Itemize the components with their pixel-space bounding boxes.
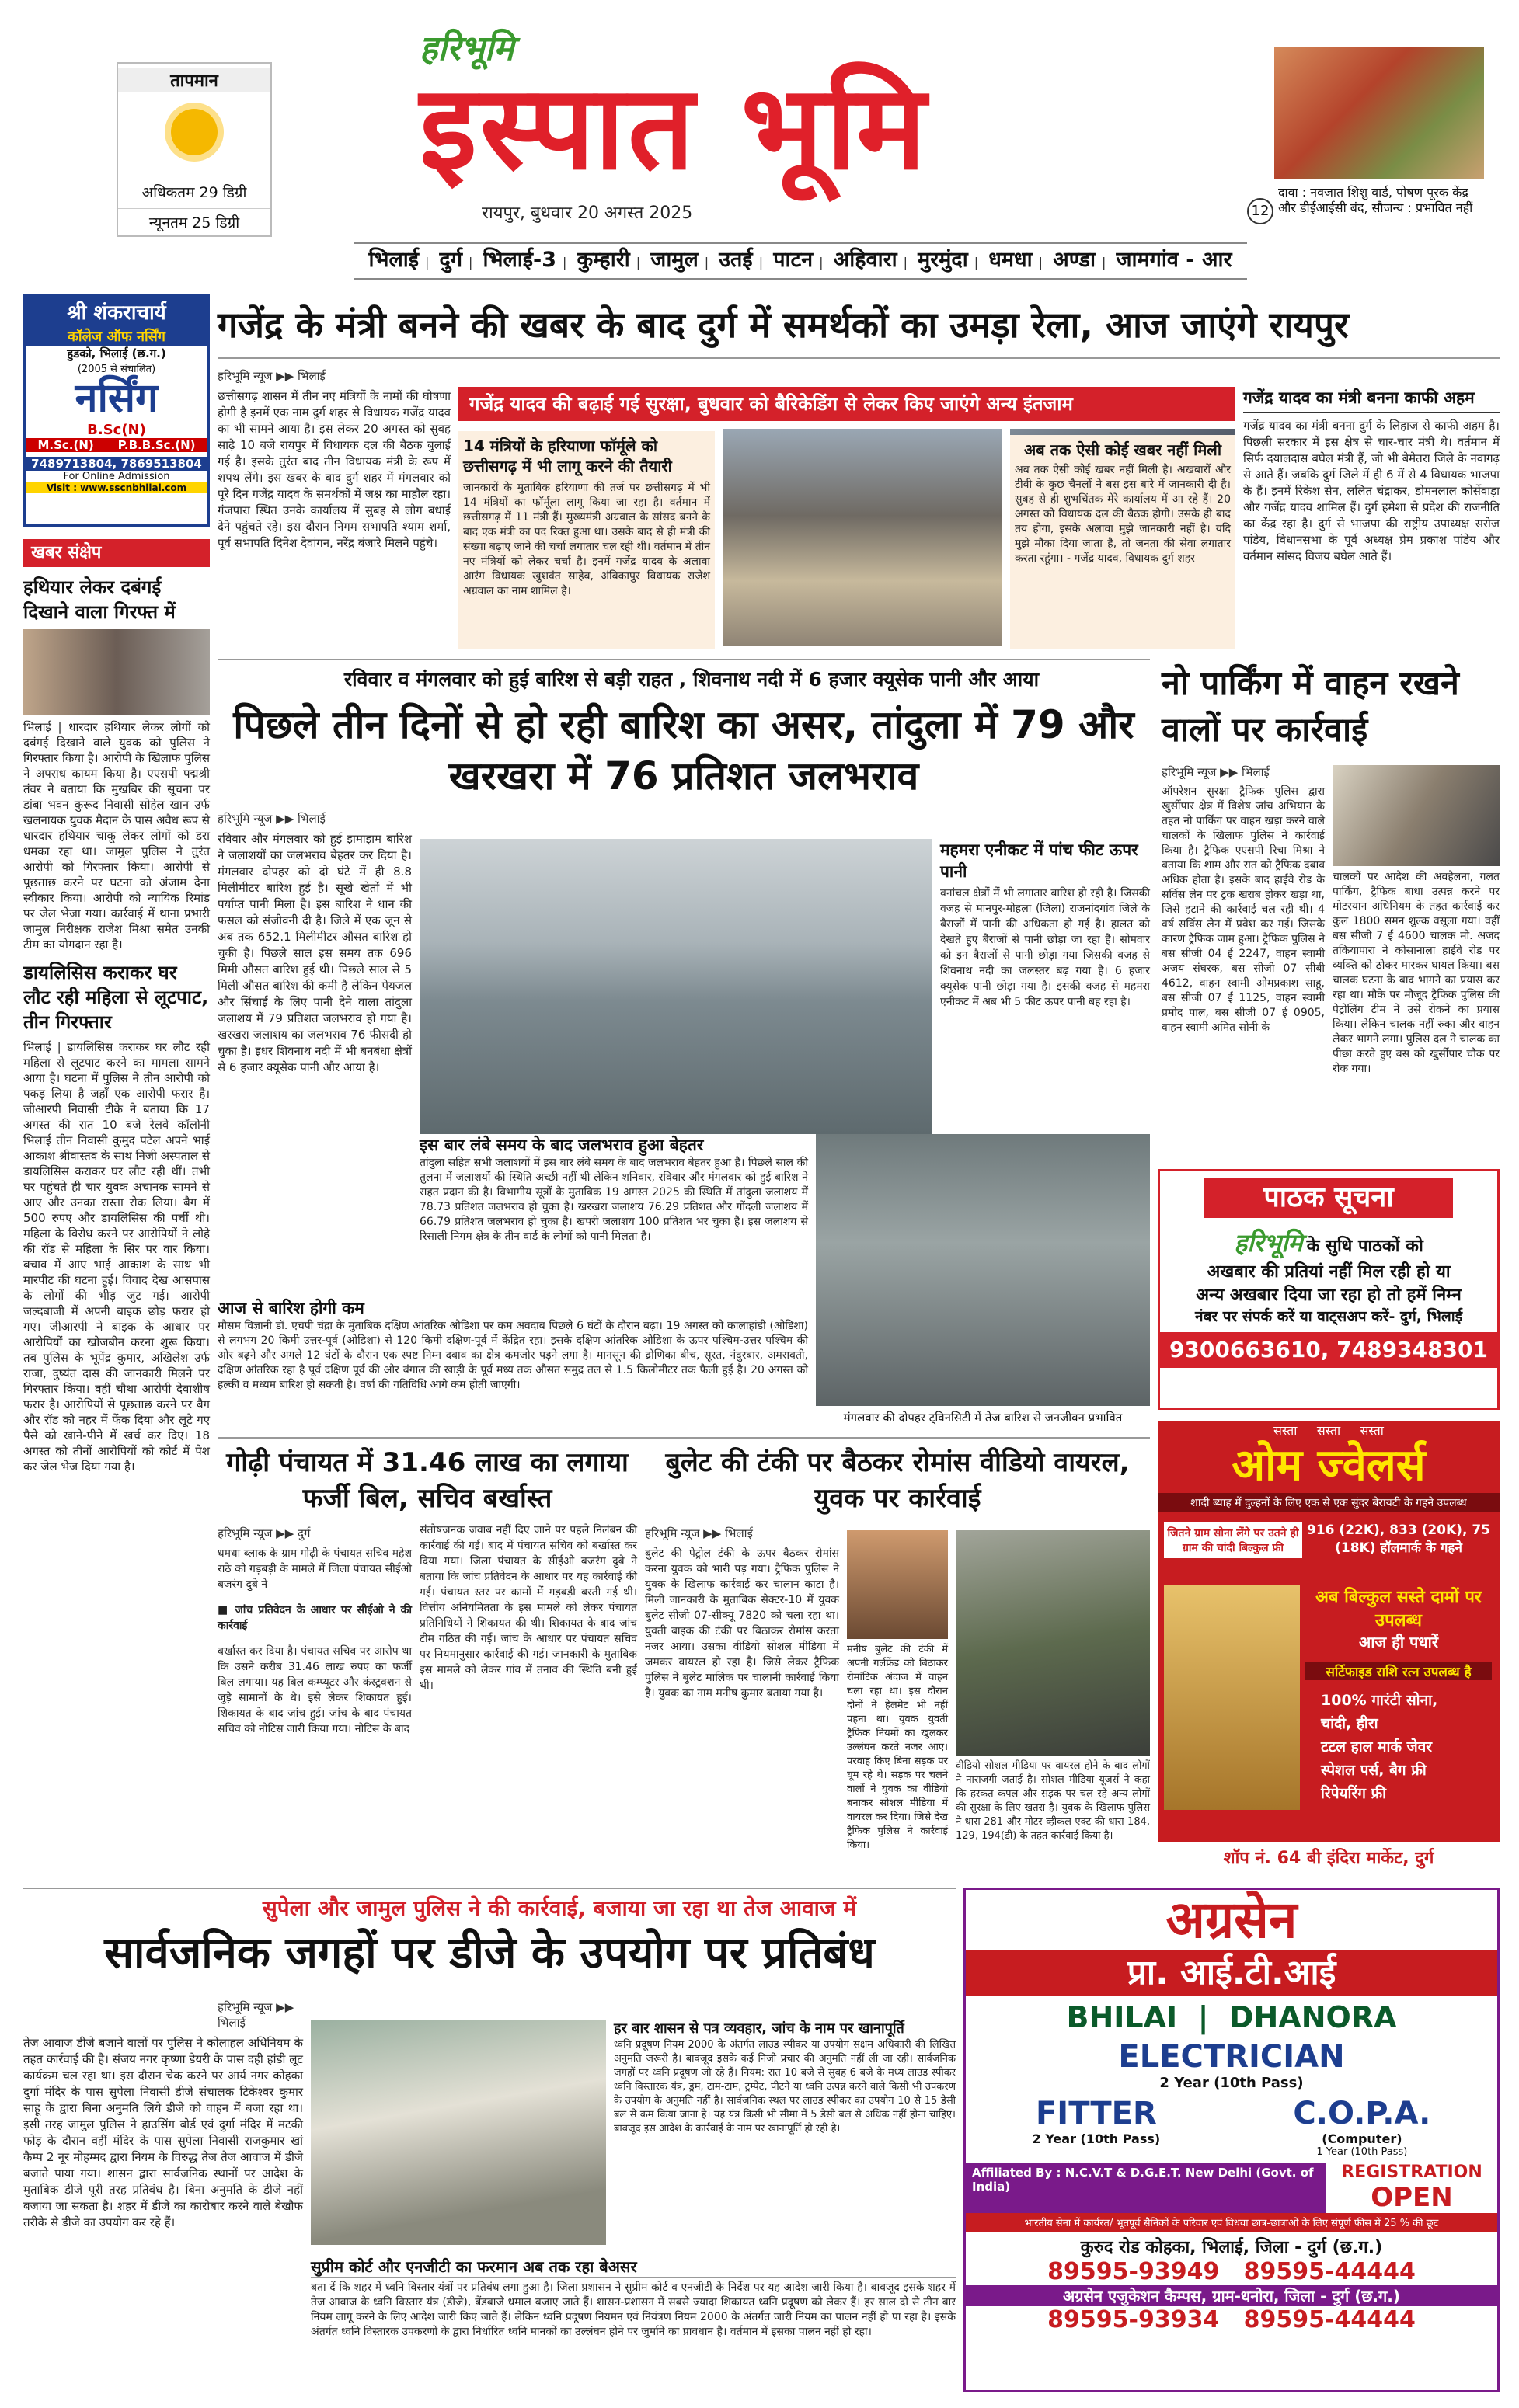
lead-sub2-body: अब तक ऐसी कोई खबर नहीं मिली है। अखबारों और टीवी के कुछ चैनलों ने बस इस बारे में जानकारी दी है। सुबह से ही शुभचिंतक मेरे कार्यालय में आ रहे हैं। 20 अगस्त को विधायक दल की बैठक होगी। उसके ही बाद तय होगा, इसके अलावा मुझे जानकारी नहीं है। यदि मुझे मौका दिया जाता है, तो जनता की सेवा लगातार करता रहूंगा। - गजेंद्र यादव, विधायक दुर्ग शहर xyxy=(1015,464,1231,565)
iti-name: अग्रसेन xyxy=(1165,1890,1298,1950)
masthead-title: इस्पात भूमि xyxy=(420,61,929,196)
rain-forecast-head: आज से बारिश होगी कम xyxy=(218,1299,364,1317)
edition-strip: भिलाई | दुर्ग | भिलाई-3 | कुम्हारी | जामुल | उतई | पाटन | अहिवारा | मुरमुंदा | धमधा | अण्डा | जामगांव - आर xyxy=(354,242,1247,280)
nursing-course-bsc: B.Sc(N) xyxy=(87,422,146,438)
jewel-shop-photo xyxy=(1164,1585,1300,1810)
iti-army: भारतीय सेना में कार्यरत/ भूतपूर्व सैनिकों के परिवार एवं विधवा छात्र-छात्राओं के लिए संपूर्ण फीस में 25 % की छूट xyxy=(966,2213,1497,2232)
gondhi-byline: हरिभूमि न्यूज ▶▶ दुर्ग xyxy=(218,1526,311,1540)
iti-aff-row xyxy=(966,2163,1497,2213)
bullet-col-2 xyxy=(847,1643,948,1851)
edition-9[interactable]: धमधा xyxy=(988,248,1033,272)
gondhi-headline: गोढ़ी पंचायत में 31.46 लाख का लगाया फर्जी बिल, सचिव बर्खास्त xyxy=(226,1447,629,1514)
iti-sub: प्रा. आई.टी.आई xyxy=(966,1950,1497,1996)
top-right-photo xyxy=(1274,47,1484,179)
iti-copa xyxy=(1293,2096,1430,2158)
jewel-cert: सर्टिफाइड राशि रत्न उपलब्ध है xyxy=(1305,1662,1492,1680)
reader-line1: के सुधि पाठकों को xyxy=(1306,1237,1423,1256)
iti-reg: REGISTRATION xyxy=(1341,2163,1482,2182)
gondhi-b3: संतोषजनक जवाब नहीं दिए जाने पर पहले निलंबन की कार्रवाई की गई। बाद में पंचायत सचिव को बर्खास्त कर दिया गया। जिला पंचायत के सीईओ बजरंग दुबे ने बताया कि जांच प्रतिवेदन के आधार पर यह कार्रवाई की गई। पंचायत स्तर पर कामों में गड़बड़ी बरती गई थी। वित्तीय अनियमितता के इस मामले को लेकर पंचायत प्रतिनिधियों ने शिकायत की थी। शिकायत के बाद जांच टीम गठित की गई। जांच के आधार पर पंचायत सचिव पर नियमानुसार कार्रवाई की गई। जानकारी के मुताबिक इस मामले को लेकर गांव में तनाव की स्थिति बनी हुई थी। xyxy=(420,1524,637,1692)
bullet-face-photo xyxy=(847,1530,948,1639)
dj-col-1 xyxy=(23,1996,303,2385)
weather-label: तापमान xyxy=(118,68,270,92)
bullet-b2: मनीष बुलेट की टंकी में अपनी गर्लफ्रेंड को बिठाकर रोमांटिक अंदाज में वाहन चला रहा था। इस दौरान दोनों ने हेलमेट भी नहीं पहना था। युवक युवती ट्रैफिक नियमों का खुलकर उल्लंघन करते नजर आए। परवाह किए बिना सड़क पर घूम रहे थे। सड़क पर चलने वालों ने युवक का वीडियो बनाकर सोशल मीडिया में वायरल कर दिया। जिसे देख ट्रैफिक पुलिस ने कार्रवाई किया। xyxy=(847,1644,948,1851)
rain-dam-photo xyxy=(420,839,932,1134)
nursing-phone: 7489713804, 7869513804 xyxy=(26,457,207,471)
jewel-i2: चांदी, हीरा xyxy=(1321,1715,1378,1732)
reader-notice-title: पाठक सूचना xyxy=(1204,1178,1453,1218)
bullet-headline: बुलेट की टंकी पर बैठकर रोमांस वीडियो वायरल, युवक पर कार्रवाई xyxy=(665,1447,1130,1514)
lead-body: छत्तीसगढ़ शासन में तीन नए मंत्रियों के नामों की घोषणा होगी है इनमें एक नाम दुर्ग शहर से विधायक गजेंद्र यादव का भी सामने आया है। इस लेकर 20 अगस्त को सुबह साढ़े 10 बजे रायपुर में विधायक दल की बैठक बुलाई गई है। इसके तुरंत बाद तीन विधायक मंत्री के रूप में शपथ लेंगे। इस खबर के बाद दुर्ग शहर में मंगलवार को पूरे दिन गजेंद्र यादव के समर्थकों में जश्न का माहौल रहा। गंजपारा स्थित उनके कार्यालय में सुबह से लोग बधाई देने पहुंचते रहे। इस दौरान निगम सभापति श्याम शर्मा, पूर्व सभापति दिनेश देवांगन, नरेंद्र बंजारे मिलने पहुंचे। xyxy=(218,389,451,550)
iti-t2: FITTER xyxy=(1035,2096,1157,2131)
brief-b1: भिलाई | धारदार हथियार लेकर लोगों को दबंगई दिखाने वाले युवक को पुलिस ने गिरफ्तार किया है। आरोपी के खिलाफ पुलिस ने अपराध कायम किया है। एएसपी पद्मश्री तंवर ने बताया कि मुखबिर की सूचना पर डांबा भवन कुरूद निवासी सोहेल खान उर्फ खलनायक युवक मैदान के पास अवैध रूप से धारदार हथियार चाकू लेकर लोगों को डरा धमका रहा था। जामुल पुलिस ने तुरंत आरोपी को गिरफ्तार किया। आरोपी से पूछताछ करने पर घटना को अंजाम देना स्वीकार किया। आरोपी को न्यायिक रिमांड पर जेल भेजा गया। कार्रवाई में थाना प्रभारी जामुल निरीक्षक राजेश मिश्रा समेत उनकी टीम का योगदान रहा है। xyxy=(23,720,210,952)
lead-col-1 xyxy=(218,365,451,660)
nursing-ad[interactable] xyxy=(23,294,210,527)
jewel-shop: शॉप नं. 64 बी इंदिरा मार्केट, दुर्ग xyxy=(1158,1842,1500,1876)
nursing-since: (2005 से संचालित) xyxy=(77,364,156,375)
nursing-course-row xyxy=(26,438,207,452)
jewel-i1: 100% गारंटी सोना, xyxy=(1321,1692,1438,1709)
iti-loc: BHILAI | DHANORA xyxy=(1066,2000,1397,2034)
jewel-visit: आज ही पधारें xyxy=(1358,1633,1439,1651)
brief-b2: भिलाई | डायलिसिस कराकर घर लौट रही महिला से लूटपाट करने का मामला सामने आया है। घटना में पुलिस ने तीन आरोपी को पकड़ लिया है जहाँ एक आरोपी फरार है। जीआरपी निवासी टीके ने बताया कि 17 अगस्त की रात 10 बजे रेलवे कॉलोनी भिलाई तीन निवासी कुमुद पटेल अपने भाई आकाश श्रीवास्तव के साथ निजी अस्पताल से डायलिसिस कराकर घर लौट रही थीं। तभी घर पहुंचते ही चार युवक अचानक सामने से आए और उनका रास्ता रोक लिया। बैग में 500 रुपए और डायलिसिस की पर्ची थी। महिला के विरोध करने पर आरोपियों ने लोहे की रॉड से महिला के सिर पर वार किया। बचाव में आए भाई आकाश के साथ भी मारपीट की घटना हुई। विवाद देख आसपास के लोगों की भीड़ जुट गई। आरोपी जल्दबाजी में अपनी बाइक छोड़ फरार हो गए। जीआरपी ने बाइक के आधार पर आरोपियों का खोजबीन करना शुरू किया। तब पुलिस के भूपेंद्र कुमार, अखिलेश उर्फ राजा, दुष्यंत दास की जानकारी मिलने पर गिरफ्तार किया। वहीं चौथा आरोपी देवाशीष फरार है। आरोपियों से पूछताछ करने पर बैग और रॉड को नहर में फेंक दिया और लूटे गए पैसे को खाने-पीने में खर्च कर दिए। 18 अगस्त को तीनों आरोपियों को कोर्ट में पेश कर जेल भेज दिया गया है। xyxy=(23,1040,210,1474)
edition-11[interactable]: जामगांव - आर xyxy=(1116,248,1232,272)
jewel-left: जितने ग्राम सोना लेंगे पर उतने ही ग्राम की चांदी बिल्कुल फ्री xyxy=(1164,1522,1302,1558)
nursing-course: नर्सिंग xyxy=(75,375,159,422)
parking-headline: नो पार्किंग में वाहन रखने वालों पर कार्रवाई xyxy=(1162,664,1459,750)
iti-row2 xyxy=(966,2096,1497,2158)
iti-t3d: (Computer) xyxy=(1322,2131,1402,2146)
gondhi-b2: बर्खास्त कर दिया है। पंचायत सचिव पर आरोप था कि उसने करीब 31.46 लाख रुपए का फर्जी बिल लगाया। यह बिल कम्प्यूटर और कंस्ट्रक्शन से जुड़े सामानों के थे। इसे लेकर शिकायत हुई। शिकायत के बाद जांच हुई। जांच के बाद पंचायत सचिव को नोटिस जारी किया गया। नोटिस के बाद xyxy=(218,1645,412,1735)
edition-4[interactable]: जामुल xyxy=(650,248,699,272)
dj-truck-photo xyxy=(311,2020,606,2245)
lead-sub1-head: 14 मंत्रियों के हरियाणा फॉर्मूले को छत्तीसगढ़ में भी लागू करने की तैयारी xyxy=(463,437,672,475)
iti-ad[interactable] xyxy=(963,1888,1500,2392)
lead-side-body: गजेंद्र यादव का मंत्री बनना दुर्ग के लिहाज से काफी अहम है। पिछली सरकार में इस क्षेत्र से चार-चार मंत्री थे। वर्तमान में सिर्फ दयालदास बघेल मंत्री हैं, जो भी बेमेतरा जिले के नवागढ़ से आते हैं। जबकि दुर्ग जिले में ही 6 में से 4 विधायक भाजपा के हैं। इनमें रिकेश सेन, ललित चंद्राकर, डोमनलाल कोर्सेवाड़ा और गजेंद्र यादव शामिल हैं। दुर्ग हमेशा से प्रदेश की राजनीति का केंद्र रहा है। दुर्ग से भाजपा की राष्ट्रीय उपाध्यक्ष सरोज पांडेय, विधानसभा के पूर्व अध्यक्ष प्रेम प्रकाश पांडेय और वर्तमान सांसद विजय बघेल आते हैं। xyxy=(1243,419,1500,563)
lead-red-strip: गजेंद्र यादव की बढ़ाई गई सुरक्षा, बुधवार को बैरिकेडिंग से लेकर किए जाएंगे अन्य इंतजाम xyxy=(458,387,1235,421)
parking-photo xyxy=(1333,765,1500,866)
reader-line4: नंबर पर संपर्क करें या वाट्सअप करें- दुर्ग, भिलाई xyxy=(1194,1308,1463,1325)
nursing-college-name: श्री शंकराचार्य xyxy=(26,296,207,327)
brief-label xyxy=(23,539,210,567)
lead-sub2-head: अब तक ऐसी कोई खबर नहीं मिली xyxy=(1023,440,1222,459)
lead-crowd-photo xyxy=(723,429,1002,646)
gondhi-col-1 xyxy=(218,1522,412,1880)
lead-side xyxy=(1243,387,1500,651)
jewellers-ad[interactable] xyxy=(1158,1421,1500,1876)
edition-8[interactable]: मुरमुंदा xyxy=(918,248,968,272)
edition-0[interactable]: भिलाई xyxy=(368,248,419,272)
rain-headline: पिछले तीन दिनों से हो रही बारिश का असर, तांदुला में 79 और खरखरा में 76 प्रतिशत जलभराव xyxy=(233,702,1134,799)
rain-right-body: वनांचल क्षेत्रों में भी लगातार बारिश हो रही है। जिसकी वजह से मानपुर-मोहला (जिला) राजनांदगांव जिले के बैराजों में पानी की अधिकता हो गई है। हालत को देखते हुए बैराजों से पानी छोड़ा जा रहा है। सोमवार को इन बैराजों से पानी छोड़ा गया जिसकी वजह से शिवनाथ नदी का जलस्तर बढ़ गया है। 6 हजार क्यूसेक पानी छोड़ा गया है। इसकी वजह से महमरा एनीकट में अब भी 5 फीट ऊपर पानी बह रहा है। xyxy=(940,887,1150,1008)
max-temp: अधिकतम 29 डिग्री xyxy=(141,184,247,201)
rain-sub-head: इस बार लंबे समय के बाद जलभराव हुआ बेहतर xyxy=(420,1136,704,1154)
bullet-ride-photo xyxy=(956,1530,1150,1756)
parking-col-2 xyxy=(1333,870,1500,1165)
nursing-course-pbbsc: P.B.B.Sc.(N) xyxy=(117,438,196,452)
dj-bottom xyxy=(311,2257,956,2389)
brief-photo-1 xyxy=(23,629,210,715)
nursing-site[interactable]: Visit : www.sscnbhilai.com xyxy=(26,482,207,493)
edition-6[interactable]: पाटन xyxy=(773,248,814,272)
reader-phone[interactable]: 9300663610, 7489348301 xyxy=(1160,1332,1497,1368)
jewel-tag: शादी ब्याह में दुल्हनों के लिए एक से एक सुंदर बेरायटी के गहने उपलब्ध xyxy=(1158,1493,1500,1512)
jewel-i5: रिपेयरिंग फ्री xyxy=(1321,1785,1387,1802)
edition-2[interactable]: भिलाई-3 xyxy=(483,248,557,272)
dj-sub-body: ध्वनि प्रदूषण नियम 2000 के अंतर्गत लाउड स्पीकर या उपयोग सक्षम अधिकारी की लिखित अनुमति जरूरी है। बावजूद इसके कई निजी प्रचार की अनुमति नहीं ली जा रही। सार्वजनिक जगहों पर ध्वनि प्रदूषण जो रहे हैं। नियम: रात 10 बजे से सुबह 6 बजे के मध्य लाउड स्पीकर ध्वनि विस्तारक यंत्र, ड्रम, टाम-टाम, ट्रम्पेट, पीटने या ध्वनि उत्पन्न करने वाले किसी भी उपकरण के उपयोग के अनुमति नहीं है। सार्वजनिक स्थल पर लाउड स्पीकर का उपयोग 10 से 15 डेसी बल से कम किया जाना है। यह यंत्र किसी भी सीमा में 5 डेसी बल से अधिक नहीं होना चाहिए। बावजूद इस आदेश के कार्रवाई के नाम पर खानापूर्ति हो रही है। xyxy=(614,2039,956,2135)
min-temp: न्यूनतम 25 डिग्री xyxy=(118,208,270,232)
dj-byline: हरिभूमि न्यूज ▶▶ भिलाई xyxy=(218,2000,294,2030)
dj-sub xyxy=(614,2020,956,2245)
rain-photo-caption: मंगलवार की दोपहर ट्विनसिटी में तेज बारिश से जनजीवन प्रभावित xyxy=(843,1411,1123,1425)
reader-line2: अखबार की प्रतियां नहीं मिल रही हो या xyxy=(1207,1262,1451,1282)
reader-notice-row1 xyxy=(1160,1226,1497,1259)
nursing-college-sub: कॉलेज ऑफ नर्सिंग xyxy=(26,327,207,346)
lead-byline: हरिभूमि न्यूज ▶▶ भिलाई xyxy=(218,369,326,383)
jewel-name: ओम ज्वेलर्स xyxy=(1232,1440,1426,1491)
nursing-address: हुडको, भिलाई (छ.ग.) xyxy=(67,346,166,360)
jewel-rates: 916 (22K), 833 (20K), 75 (18K) हॉलमार्क के गहने xyxy=(1307,1522,1490,1556)
gondhi-point: ■ जांच प्रतिवेदन के आधार पर सीईओ ने की कार्रवाई xyxy=(218,1599,412,1637)
nursing-online: For Online Admission xyxy=(63,471,170,482)
iti-aff: Affiliated By : N.C.V.T & D.G.E.T. New Delhi (Govt. of India) xyxy=(966,2163,1326,2213)
iti-t3: C.O.P.A. xyxy=(1293,2096,1431,2131)
rain-forecast xyxy=(218,1297,808,1429)
dj-b1: तेज आवाज डीजे बजाने वालों पर पुलिस ने कोलाहल अधिनियम के तहत कार्रवाई की है। संजय नगर कृष्णा डेयरी के पास दही हांडी लूट कार्यक्रम चल रहा था। इस दौरान चेक करने पर आर्य नगर कोहका दुर्गा मंदिर के पास सुपेला निवासी डीजे संचालक टिकेश्वर कुमार साहू के द्वारा बिना अनुमति लिये डीजे को वाहन में बजा रहा था। इसी तरह जामुल पुलिस ने हाउसिंग बोर्ड एवं दुर्गा मंदिर में मटकी फोड़ के दौरान वहीं मंदिर के पास सुपेला निवासी राजकुमार खां कैम्प 2 नूर मोहम्मद द्वारा नियम के विरुद्ध तेज तेज आवाज में डीजे बजाते पाया गया। शासन द्वारा सार्वजनिक स्थानों पर आदेश के मुताबिक डीजे पूरी तरह प्रतिबंध है। बिना अनुमति के डीजे नहीं बजाया जा सकता है। शहर में डीजे का कारोबार करने वाले बेखौफ तरीके से डीजे का उपयोग कर रहे हैं। xyxy=(23,2036,303,2229)
jewel-i4: स्पेशल पर्स, बैग फ्री xyxy=(1321,1762,1427,1779)
nursing-course-msc: M.Sc.(N) xyxy=(37,438,94,452)
page-number: 12 xyxy=(1247,198,1273,224)
iti-addr2: अग्रसेन एजुकेशन कैम्पस, ग्राम-धनोरा, जिला - दुर्ग (छ.ग.) xyxy=(966,2285,1497,2306)
rain-body: रविवार और मंगलवार को हुई झमाझम बारिश ने जलाशयों का जलभराव बेहतर कर दिया है। मंगलवार दोपहर को दो घंटे में ही 8.8 मिलीमीटर बारिश हुई है। सूखे खेतों में भी पर्याप्त पानी मिला है। इस बारिश ने धान की फसल को संजीवनी दी है। जिले में एक जून से अब तक 652.1 मिलीमीटर औसत बारिश हो चुकी है। पिछले साल इस समय तक 696 मिमी औसत बारिश हुई थी। पिछले साल से 5 मिली औसत बारिश की कमी है लेकिन पेयजल और सिंचाई के लिए पानी देने वाला तांदुला जलाशय में 79 प्रतिशत जलभराव हो गया है। खरखरा जलाशय का जलभराव 76 फीसदी हो चुका है। इधर शिवनाथ नदी में भी बनबंधा क्षेत्रों से 6 हजार क्यूसेक पानी और आया है। xyxy=(218,832,412,1074)
rain-road-photo xyxy=(816,1134,1150,1406)
lead-sub2 xyxy=(1010,435,1235,649)
edition-10[interactable]: अण्डा xyxy=(1053,248,1096,272)
rain-kicker: रविवार व मंगलवार को हुई बारिश से बड़ी राहत , शिवनाथ नदी में 6 हजार क्यूसेक पानी और आया xyxy=(343,668,1040,691)
gondhi-col-2 xyxy=(420,1522,637,1880)
rain-col-1 xyxy=(218,808,412,1289)
jewel-i3: टटल हाल मार्क जेवर xyxy=(1321,1738,1433,1756)
brief-h2: डायलिसिस कराकर घर लौट रही महिला से लूटपाट, तीन गिरफ्तार xyxy=(23,962,209,1033)
gondhi-b1: धमधा ब्लाक के ग्राम गोढ़ी के पंचायत सचिव महेश राठे को गड़बड़ी के मामले में जिला पंचायत सीईओ बजरंग दुबे ने xyxy=(218,1547,412,1591)
iti-open: OPEN xyxy=(1371,2182,1453,2213)
iti-t3y: 1 Year (10th Pass) xyxy=(1316,2146,1408,2158)
brief-h1: हथियार लेकर दबंगई दिखाने वाला गिरफ्त में xyxy=(23,576,176,623)
iti-fitter xyxy=(1033,2096,1161,2158)
iti-ph2[interactable]: 89595-93934 89595-44444 xyxy=(1047,2306,1416,2333)
weather-box xyxy=(117,62,272,237)
brand-logo: हरिभूमि xyxy=(420,29,514,68)
dj-bottom-head: सुप्रीम कोर्ट और एनजीटी का फरमान अब तक रहा बेअसर xyxy=(311,2257,956,2278)
dateline: रायपुर, बुधवार 20 अगस्त 2025 xyxy=(482,204,693,223)
dj-kicker: सुपेला और जामुल पुलिस ने की कार्रवाई, बजाया जा रहा था तेज आवाज में xyxy=(262,1895,857,1921)
brief-label-text: खबर संक्षेप xyxy=(31,543,102,562)
lead-side-head: गजेंद्र यादव का मंत्री बनना काफी अहम xyxy=(1243,387,1500,413)
iti-addr1: कुरुद रोड कोहका, भिलाई, जिला - दुर्ग (छ.ग.) xyxy=(1080,2238,1383,2257)
reader-line3: अन्य अखबार दिया जा रहा हो तो हमें निम्न xyxy=(1196,1286,1462,1305)
jewel-cheap: अब बिल्कुल सस्ते दामों पर उपलब्ध xyxy=(1315,1588,1482,1630)
parking-byline: हरिभूमि न्यूज ▶▶ भिलाई xyxy=(1162,765,1270,779)
lead-sub1 xyxy=(458,431,715,649)
edition-7[interactable]: अहिवारा xyxy=(833,248,897,272)
bullet-col-1 xyxy=(645,1522,839,1880)
bullet-caption-col xyxy=(956,1759,1150,1876)
edition-5[interactable]: उतई xyxy=(719,248,753,272)
iti-t1: ELECTRICIAN xyxy=(1118,2039,1345,2075)
rain-sub xyxy=(420,1134,808,1321)
bullet-byline: हरिभूमि न्यूज ▶▶ भिलाई xyxy=(645,1526,753,1540)
iti-reg-box xyxy=(1326,2163,1497,2213)
iti-t2d: 2 Year (10th Pass) xyxy=(1032,2131,1161,2146)
parking-body-1: ऑपरेशन सुरक्षा ट्रैफिक पुलिस द्वारा खुर्सीपार क्षेत्र में विशेष जांच अभियान के तहत नो पार्किंग पर वाहन खड़ा करने वाले चालकों के खिलाफ पुलिस ने कार्रवाई किया है। ट्रैफिक एएसपी रिचा मिश्रा ने बताया कि शाम और रात को ट्रैफिक दबाव अधिक होता है। इसके बाद हाईवे रोड के सर्विस लेन पर ट्रक खराब होकर खड़ा था, जिसे हटाने की कार्रवाई चल रही थी। 4 वर्ष सर्विस लेन में प्रवेश कर गई। जिसके कारण ट्रैफिक जाम हुआ। ट्रैफिक पुलिस ने बस सीजी 04 ई 2247, वाहन स्वामी अजय संघरक, बस सीजी 07 सीबी 4612, वाहन स्वामी ओमप्रकाश साहू, बस सीजी 07 ई 1125, वाहन स्वामी प्रमोद पाल, बस सीजी 07 ई 0905, वाहन स्वामी अमित सोनी के xyxy=(1162,785,1325,1034)
rain-right-head: महमरा एनीकट में पांच फीट ऊपर पानी xyxy=(940,840,1138,881)
iti-t1d: 2 Year (10th Pass) xyxy=(1159,2075,1304,2091)
rain-byline: हरिभूमि न्यूज ▶▶ भिलाई xyxy=(218,812,326,826)
edition-1[interactable]: दुर्ग xyxy=(439,248,463,272)
dj-headline: सार्वजनिक जगहों पर डीजे के उपयोग पर प्रतिबंध xyxy=(104,1928,875,1978)
rain-forecast-body: मौसम विज्ञानी डॉ. एचपी चंद्रा के मुताबिक दक्षिण आंतरिक ओडिशा पर कम अवदाब पिछले 6 घंटों के दौरान बढ़ा। 19 अगस्त को कालाहांडी (ओडिशा) से लगभग 20 किमी उत्तर-पूर्व (ओडिशा) से 120 किमी दक्षिण-पूर्व में केंद्रित रहा। इसके दक्षिण आंतरिक ओडिशा के ऊपर पश्चिम-उत्तर पश्चिम की ओर बढ़ने और अगले 12 घंटों के दौरान एक स्पष्ट निम्न दबाव का क्षेत्र कमजोर पड़ने लगा है। मानसून की द्रोणिका बीच, सूरत, नंदुरबार, अमरावती, दक्षिण आंतरिक रहा है पूर्व दक्षिण पूर्व की ओर बंगाल की खाड़ी के पूर्व मध्य तक औसत समुद्र तल से 1.5 किलोमीटर तक फैली हुई है। 20 अगस्त को हल्की व मध्यम बारिश हो सकती है। वर्षा की गतिविधि आगे कम होती जाएगी। xyxy=(218,1320,808,1391)
rain-sub-body: तांदुला सहित सभी जलाशयों में इस बार लंबे समय के बाद जलभराव बेहतर हुआ है। पिछले साल की तुलना में जलाशयों की स्थिति अच्छी नहीं थी लेकिन शनिवार, रविवार और मंगलवार को हुई बारिश ने राहत प्रदान की है। विभागीय सूत्रों के मुताबिक 19 अगस्त 2025 की स्थिति में तांदुला जलाशय में 78.73 प्रतिशत जलभराव हो चुका है। खरखरा जलाशय 76.29 प्रतिशत और गोंदली जलाशय में 66.79 प्रतिशत जलभराव हो चुका है। खपरी जलाशय 100 प्रतिशत भर चुका है। इस जलाशय से रिसाली निगम क्षेत्र के तीन वार्ड के लोगों को पानी मिलता है। xyxy=(420,1157,808,1243)
reader-notice xyxy=(1158,1169,1500,1410)
iti-ph1[interactable]: 89595-93949 89595-44444 xyxy=(1047,2258,1416,2285)
parking-body-2: चालकों पर आदेश की अवहेलना, गलत पार्किंग, ट्रैफिक बाधा उत्पन्न करने पर मोटरयान अधिनियम के तहत कार्रवाई कर कुल 1800 समन शुल्क वसूला गया। वहीं बस सीजी 7 ई 4600 चालक मो. अजद तकियापारा ने कोसानाला हाईवे रोड पर व्यक्ति को ठोकर मारकर घायल किया। बस चालक घटना के बाद भागने का प्रयास कर रहा था। मौके पर मौजूद ट्रैफिक पुलिस की पेट्रोलिंग टीम ने उसे रोकने का प्रयास किया। लेकिन चालक नहीं रुका और वाहन लेकर भागने लगा। पुलिस दल ने चालक का पीछा करते हुए बस को खुर्सीपार चौक पर रोक गया। xyxy=(1333,871,1500,1075)
rain-col-right xyxy=(940,839,1150,1119)
reader-brand: हरिभूमि xyxy=(1234,1228,1303,1258)
dj-sub-head: हर बार शासन से पत्र व्यवहार, जांच के नाम पर खानापूर्ति xyxy=(614,2020,904,2037)
lead-sub1-body: जानकारों के मुताबिक हरियाणा की तर्ज पर छत्तीसगढ़ में भी 14 मंत्रियों का फॉर्मूला लागू किया जा रहा है। वर्तमान में छत्तीसगढ़ में 11 मंत्री हैं। मुख्यमंत्री अग्रवाल के सांसद बनने के बाद एक मंत्री का पद रिक्त हुआ था। उसके बाद से ही मंत्री की संख्या बढ़ाए जाने की चर्चा लगातार चल रही थी। वर्तमान में तीन नए मंत्रियों को लेकर चर्चा है। इनमें गजेंद्र यादव के अलावा आरंग विधायक खुशवंत साहेब, अंबिकापुर विधायक राजेश अग्रवाल का नाम शामिल है। xyxy=(463,482,710,597)
bullet-caption: वीडियो सोशल मीडिया पर वायरल होने के बाद लोगों ने नाराजगी जताई है। सोशल मीडिया यूजर्स ने कहा कि हरकत कपल और सड़क पर चल रहे अन्य लोगों की सुरक्षा के लिए खतरा है। युवक के खिलाफ पुलिस ने धारा 281 और मोटर व्हीकल एक्ट की धारा 184, 129, 194(डी) के तहत कार्रवाई किया है। xyxy=(956,1760,1150,1842)
lead-headline: गजेंद्र के मंत्री बनने की खबर के बाद दुर्ग में समर्थकों का उमड़ा रेला, आज जाएंगे रायपुर xyxy=(218,304,1349,346)
edition-3[interactable]: कुम्हारी xyxy=(577,248,630,272)
dj-bottom-body: बता दें कि शहर में ध्वनि विस्तार यंत्रों पर प्रतिबंध लगा हुआ है। जिला प्रशासन ने सुप्रीम कोर्ट व एनजीटी के निर्देश पर यह आदेश जारी किया है। बावजूद इसके शहर में तेज आवाज के ध्वनि विस्तार यंत्र (डीजे), बेंडबाजे धमाल बजाए जाते हैं। शासन-प्रशासन में सबसे ज्यादा शिकायत ध्वनि प्रदूषण को लेकर हैं। हर साल दो से तीन बार नियम लागू करने के लिए आदेश जारी किए जाते हैं। लेकिन ध्वनि प्रदूषण नियमन एवं नियंत्रण नियम 2000 के अंतर्गत जारी नियम का पालन नहीं हो पा रहा है। इसके अंतर्गत ध्वनि विस्तारक उपकरणों के द्वारा निर्धारित ध्वनि मानकों का उल्लंघन होने पर जुर्माने का प्रावधान है। वर्तमान में इसका पालन नहीं हो रहा। xyxy=(311,2281,956,2338)
top-photo-caption: दावा : नवजात शिशु वार्ड, पोषण पूरक केंद्र और डीईआईसी बंद, सौजन्य : प्रभावित नहीं xyxy=(1278,185,1473,215)
jewel-top: सस्ता सस्ता सस्ता xyxy=(1273,1423,1384,1438)
parking-col-1 xyxy=(1162,761,1325,1150)
bullet-b1: बुलेट की पेट्रोल टंकी के ऊपर बैठकर रोमांस करना युवक को भारी पड़ गया। ट्रैफिक पुलिस ने युवक के खिलाफ कार्रवाई कर चालान काटा है। मिली जानकारी के मुताबिक सेक्टर-10 में युवक बुलेट सीजी 07-सीक्यू 7820 को चला रहा था। युवती बाइक की टंकी पर बिठाकर रोमांस करता नजर आया। उसका वीडियो सोशल मीडिया में जमकर वायरल हो रहा है। जिसे लेकर ट्रैफिक पुलिस ने बुलेट मालिक पर चालानी कार्रवाई किया है। युवक का नाम मनीष कुमार बताया गया है। xyxy=(645,1547,839,1700)
sun-icon xyxy=(171,109,218,155)
